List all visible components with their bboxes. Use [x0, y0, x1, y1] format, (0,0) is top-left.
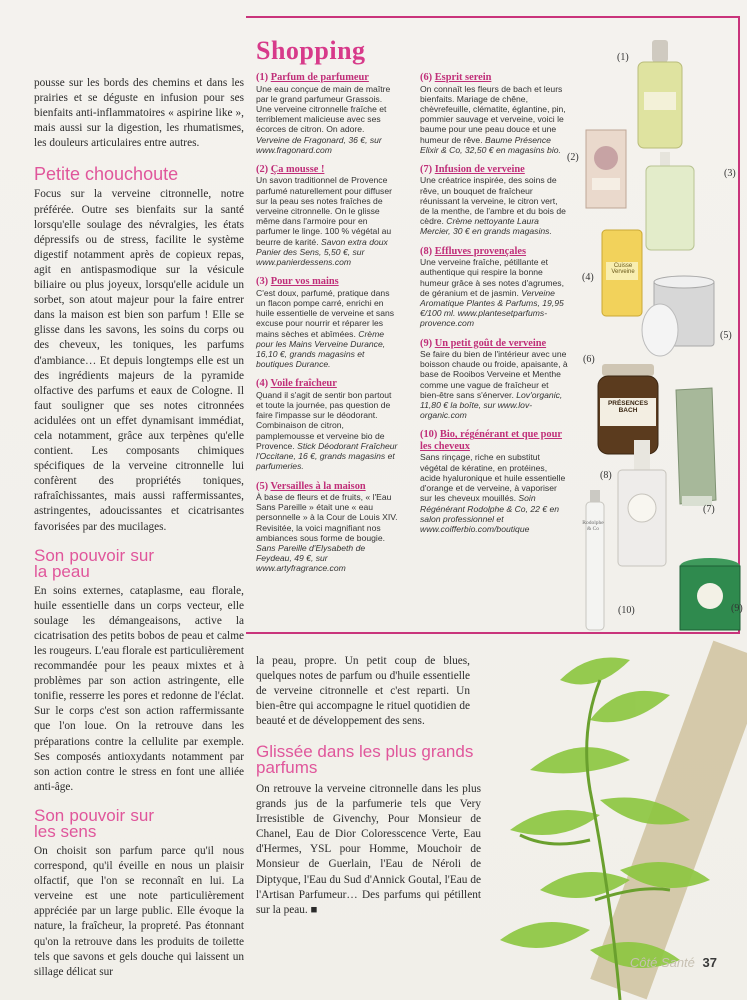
verbena-plant-image	[470, 640, 747, 1000]
item-link[interactable]: www.coifferbio.com/boutique	[420, 523, 530, 534]
product-1-bottle	[638, 40, 682, 148]
shopping-item-3: (3) Pour vos mains C'est doux, parfumé, pratique dans un flacon pompe carré, enrichi en huile essentielle de verveine et sans excuse pour nourrir et réparer les mains sèches et abîmées. Crème pour les Mains Verveine Durance, 16,10 €, grands magasins et boutiques Durance.	[256, 276, 395, 370]
heading-pouvoir-sens: Son pouvoir sur les sens	[34, 805, 154, 841]
paragraph-grands-parfums: On retrouve la verveine citronnelle dans les plus grands jus de la parfumerie tels que Very Irresistible de Givenchy, Pour Monsieur de Chanel, Eau de Dior Coloresscence Verte, Eau d'Hermes, YSL pour Homme, Mouchoir de Monsieur de Guerlain, l'Eau de Néroli de Diptyque, l'Eau du Sud d'Annick Goutal, l'Eau de l'Artisan Parfumeur… Des parfums qui pétillent sur la peau. ■	[256, 783, 481, 916]
product-5-candle	[642, 276, 714, 356]
product-number-9: (9)	[731, 603, 743, 614]
heading-pouvoir-peau: Son pouvoir sur la peau	[34, 545, 154, 581]
shopping-column-right	[420, 72, 568, 543]
shopping-item-5: (5) Versailles à la maison À base de fleurs et de fruits, « l'Eau Sans Pareille » était une « eau personnelle » à la Cour de Louis XIV. Revisitée, la voici magnifiant nos ambiances sous forme de bougie. Sans Pareille d'Elysabeth de Feydeau, 49 €, sur www.artyfragrance.com	[256, 480, 398, 574]
product-number-10: (10)	[618, 605, 635, 616]
product-number-8: (8)	[600, 470, 612, 481]
product-10-spray-bottle	[586, 490, 604, 630]
heading-grands-parfums: Glissée dans les plus grands parfums	[256, 742, 474, 777]
page-folio	[630, 955, 717, 970]
product-number-7: (7)	[703, 504, 715, 515]
shopping-item-6: (6) Esprit serein On connaît les fleurs de bach et leurs bienfaits. Mariage de chêne, chèvrefeuille, clématite, églantine, pin, pommier sauvage et verveine, voici le baume pour une peau douce et une humeur de rêve. Baume Présence Elixir & Co, 32,50 € en magasins bio.	[420, 72, 566, 155]
shopping-item-4: (4) Voile fraîcheur Quand il s'agit de sentir bon partout et toute la journée, pas question de faire l'impasse sur le déodorant. Combinaison de citron, pamplemousse et verveine bio de Provence. Stick Déodorant Fraîcheur l'Occitane, 16 €, grands magasins et parfumeries.	[256, 378, 398, 472]
magazine-name: Côté Santé	[629, 955, 695, 970]
product-7-cleanser-tube	[676, 388, 716, 506]
shopping-item-8: (8) Effluves provençales Une verveine fraîche, pétillante et authentique qui respire la bonne humeur grâce à ses notes d'agrumes, de géranium et de jasmin. Verveine Aromatique Plantes & Parfums, 19,95 €/100 ml. www.plantesetparfums-provence.com	[420, 245, 564, 329]
left-column	[34, 76, 244, 980]
item-link[interactable]: www.plantesetparfums-provence.com	[420, 308, 548, 329]
product-9-tea-tin	[680, 558, 740, 630]
page-number: 37	[702, 955, 717, 970]
product-number-2: (2)	[567, 152, 579, 163]
product-4-label: Cuisse Verveine	[611, 263, 635, 275]
shopping-column-left	[256, 72, 400, 583]
middle-paragraph: la peau, propre. Un petit coup de blues, quelques notes de parfum ou d'huile essentielle de verveine citronnelle et c'est reparti. Un bien-être qui accompagne le rituel quotidien de beauté et de développement des sens.	[256, 655, 470, 728]
shopping-item-9: (9) Un petit goût de verveine Se faire du bien de l'intérieur avec une boisson chaude ou froide, apaisante, à base de Rooibos Verveine et Menthe comme une vague de fraîcheur et bien-être sans s'énerver. Lov'organic, 11,80 € la boîte, sur www.lov-organic.com	[420, 337, 568, 421]
shopping-item-1: (1) Parfum de parfumeur Une eau conçue de main de maître par le grand parfumeur Grassois. Une verveine citronnelle fraîche et terriblement malicieuse avec ses écorces de citron. On adore. Verveine de Fragonard, 36 €, sur www.fragonard.com	[256, 72, 391, 155]
product-10-label: Rodolphe & Co	[582, 520, 604, 532]
item-link[interactable]: www.artyfragrance.com	[256, 563, 346, 574]
product-6-label: PRÉSENCES BACH	[607, 400, 649, 414]
product-number-4: (4)	[582, 272, 594, 283]
shopping-title: Shopping	[256, 36, 366, 65]
paragraph-chouchoute: Focus sur la verveine citronnelle, notre préférée. Outre ses bienfaits sur la santé lorsqu'elle soulage des névralgies, les états dépressifs ou de stress, facilite le système digestif notamment après de copieux repas, agit en antispasmodique sur la vésicule biliaire ou plus joyeux, lorsqu'elle acidule un sorbet, son atout majeur pour la faire entrer dans la maison est bien son parfum ! Elle se glisse dans les savons, les soins du corps ou des cheveux, les toniques, les parfums d'ambiance… Et depuis longtemps elle est un des ingrédients majeurs de la pyramide olfactive des parfums et eaux de Cologne. Il faut souligner que ses notes citronnées acidulées ont un effet dynamisant immédiat, cela notamment, grâce aux terpènes qu'elle contient. Les composants chimiques spécifiques de la verveine citronnelle lui confèrent des propriétés toniques, rafraîchissantes, mais aussi raffermissantes, astringentes, adoucissantes et cicatrisantes favorisées par des mucilages.	[34, 188, 244, 533]
intro-paragraph: pousse sur les bords des chemins et dans les prairies et se déguste en infusion pour ses bienfaits anti-inflammatoires « aspirine like », mais aussi sur la digestion, les rhumatismes, les douleurs articulaires entre autres.	[34, 77, 244, 150]
item-link[interactable]: www.fragonard.com	[256, 144, 332, 155]
paragraph-peau: En soins externes, cataplasme, eau florale, huile essentielle dans un corps vecteur, elle soulage les démangeaisons, active la cicatrisation des petits bobos de peau et calme les rougeurs. L'eau florale est particulièrement recommandée pour les peaux mixtes et à problèmes par son action astringente, elle tonifie, resserre les pores et redonne de l'éclat. Sur le corps c'est son action raffermissante que l'on loue. On la retrouve dans les préparations contre la cellulite par exemple. Ses composés antioxydants notamment par son action contre le stress en font une alliée anti-âge.	[34, 584, 244, 793]
shopping-item-10: (10) Bio, régénérant et que pour les cheveux Sans rinçage, riche en substitut végétal de kératine, en protéines, acide hyaluronique et huile essentielle d'orange et de verveine, à vaporiser sur les cheveux mouillés. Soin Régénérant Rodolphe & Co, 22 € en salon professionnel et www.coifferbio.com/boutique	[420, 429, 566, 534]
product-number-3: (3)	[724, 168, 736, 179]
product-number-6: (6)	[583, 354, 595, 365]
product-number-1: (1)	[617, 52, 629, 63]
product-number-5: (5)	[720, 330, 732, 341]
product-3-hand-cream	[646, 152, 694, 250]
item-link[interactable]: www.panierdessens.com	[256, 257, 352, 268]
heading-petite-chouchoute: Petite chouchoute	[34, 164, 179, 185]
shopping-item-7: (7) Infusion de verveine Une créatrice inspirée, des soins de rêve, un bouquet de fraîcheur réunissant la verveine, le citron vert, de la menthe, de l'ambre et du bois de cèdre. Crème nettoyante Laura Mercier, 30 € en grands magasins.	[420, 163, 566, 237]
item-link[interactable]: www.lov-organic.com	[420, 400, 533, 421]
product-gallery	[572, 30, 742, 640]
shopping-item-2: (2) Ça mousse ! Un savon traditionnel de Provence parfumé naturellement pour diffuser sur la peau ses notes fraîches de verveine citronnelle. On le glisse même dans l'armoire pour en parfumer le linge. 100 % végétal au beurre de karité. Savon extra doux Panier des Sens, 5,50 €, sur www.panierdessens.com	[256, 163, 392, 268]
item-title: Parfum de parfumeur	[270, 72, 369, 83]
paragraph-sens: On choisit son parfum parce qu'il nous correspond, qu'il éveille en nous un plaisir olfactif, que l'on se reconnaît en lui. La verveine est une note particulièrement appréciée par un large public. Elle évoque la nature, la fraîcheur, la propreté. Pas étonnant qu'on la retrouve dans les produits de toilette tels que savons et gels douche qui laissent un sillage délicat sur	[34, 844, 244, 978]
product-2-soap	[586, 130, 626, 208]
product-8-perfume-bottle	[618, 440, 666, 566]
